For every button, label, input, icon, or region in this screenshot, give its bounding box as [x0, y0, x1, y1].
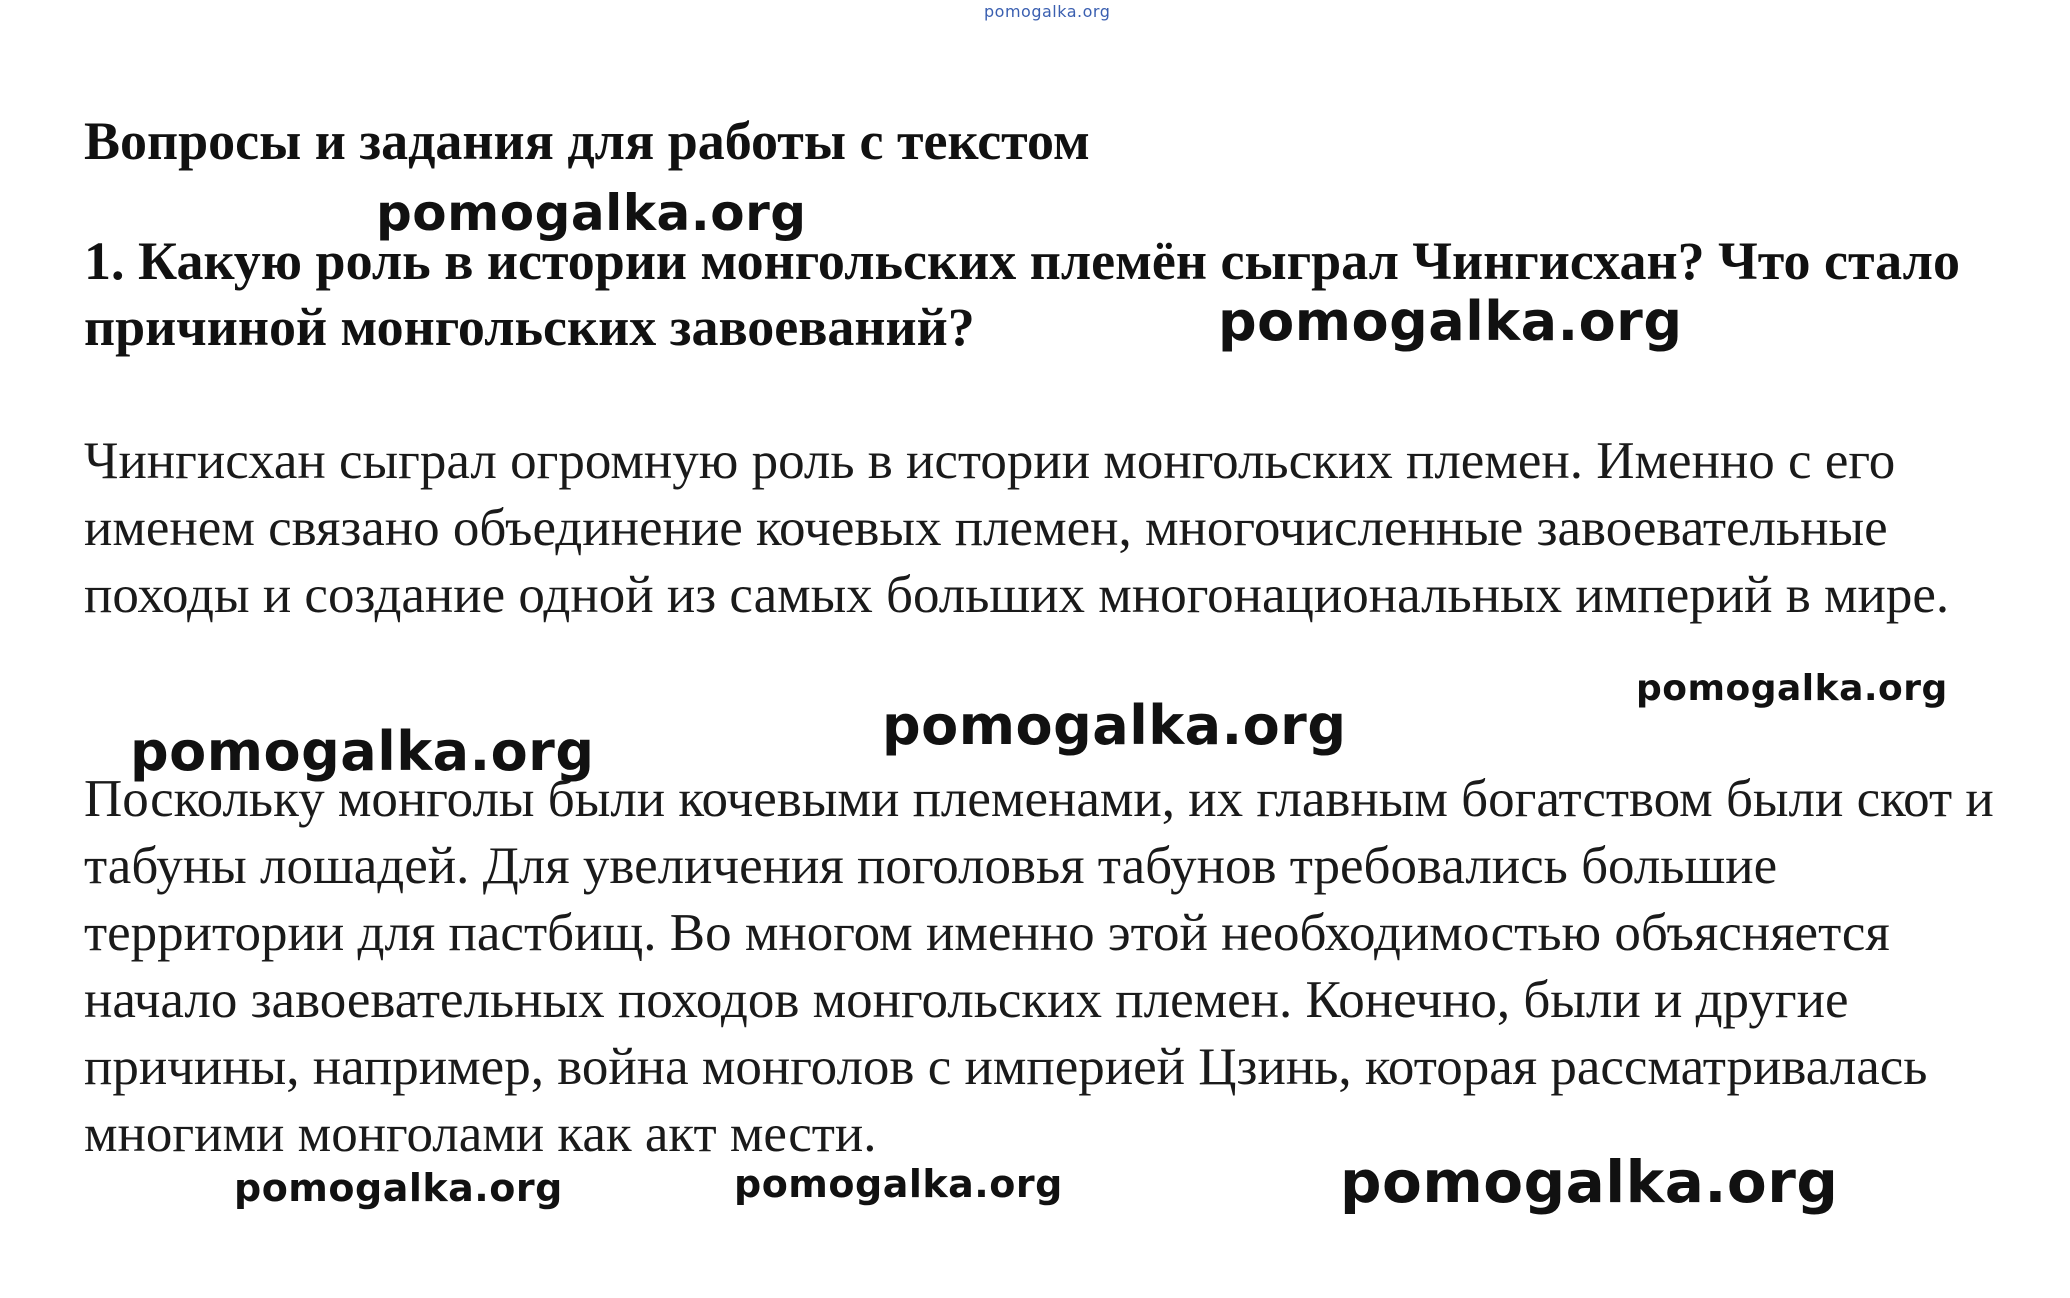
watermark: pomogalka.org: [1340, 1148, 1839, 1216]
watermark: pomogalka.org: [234, 1166, 563, 1210]
section-heading: Вопросы и задания для работы с текстом: [84, 111, 1090, 171]
answer-paragraph-2: Поскольку монголы были кочевыми племенами, их главным богатством были скот и табуны лошадей. Для увеличения поголовья табунов требовались большие территории для пастбищ. Во многом именно этой необходимостью объясняется начало завоевательных походов монгольских племен. Конечно, были и другие причины, например, война монголов с империей Цзинь, которая рассматривалась многими монголами как акт мести.: [84, 770, 1994, 1163]
question-1: 1. Какую роль в истории монгольских племён сыграл Чингисхан? Что стало причиной монгольских завоеваний?: [84, 231, 1960, 357]
watermark: pomogalka.org: [1218, 290, 1683, 353]
answer-paragraph-1: Чингисхан сыграл огромную роль в истории монгольских племен. Именно с его именем связано объединение кочевых племен, многочисленные завоевательные походы и создание одной из самых больших многонациональных империй в мире.: [84, 432, 1950, 624]
watermark: pomogalka.org: [734, 1162, 1063, 1206]
watermark: pomogalka.org: [1636, 668, 1948, 709]
watermark: pomogalka.org: [130, 720, 595, 783]
watermark-top: pomogalka.org: [984, 2, 1111, 21]
watermark: pomogalka.org: [882, 694, 1347, 757]
watermark: pomogalka.org: [376, 184, 807, 242]
